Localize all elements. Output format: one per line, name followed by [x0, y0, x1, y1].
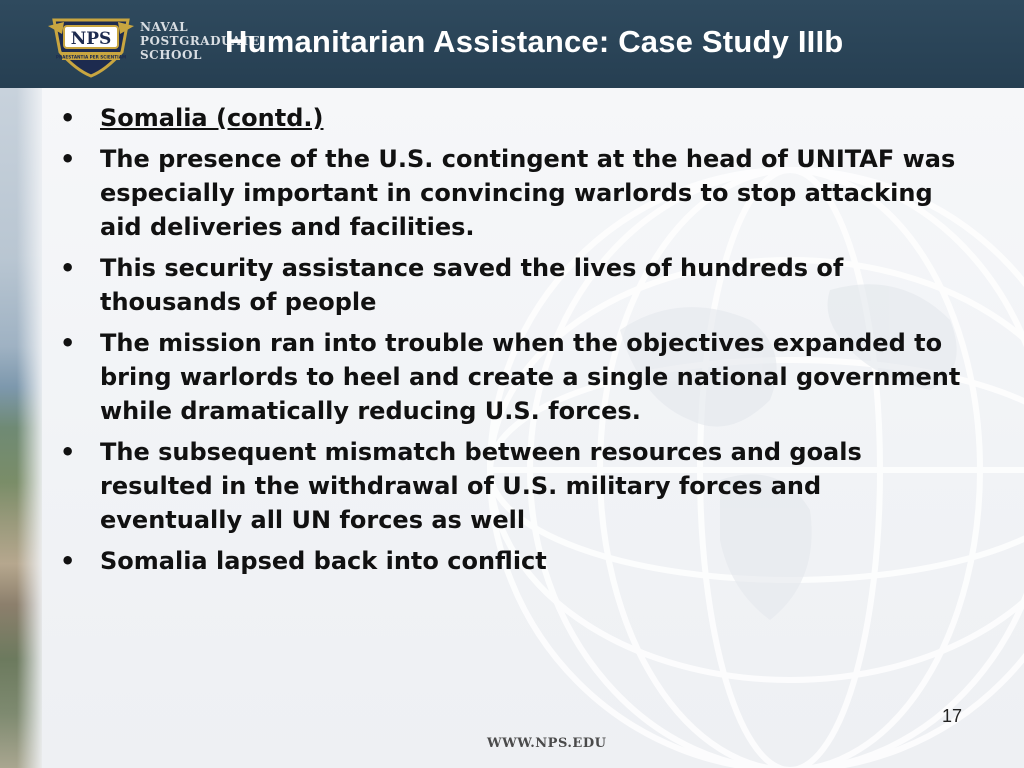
logo-text: NPS: [70, 29, 112, 49]
bullet-item: [56, 544, 966, 578]
bullet-item: [56, 142, 966, 244]
bullet-item: [56, 101, 966, 135]
school-name-line3: SCHOOL: [140, 48, 202, 62]
logo-motto: PRAESTANTIA PER SCIENTIAM: [55, 54, 127, 60]
bullet-item: [56, 435, 966, 537]
bullet-text: The presence of the U.S. contingent at the head of UNITAF was especially important in convincing warlords to stop attacking aid deliveries and facilities.: [100, 145, 956, 241]
bullet-icon: •: [60, 104, 76, 132]
school-name-line1: NAVAL: [140, 20, 189, 34]
bullet-item: [56, 251, 966, 319]
school-name-line2: POSTGRADUATE: [140, 34, 260, 48]
bullet-item: [56, 326, 966, 428]
bullet-text: This security assistance saved the lives of hundreds of thousands of people: [100, 254, 844, 316]
bullet-text: The mission ran into trouble when the objectives expanded to bring warlords to heel and create a single national government while dramatically reducing U.S. forces.: [100, 329, 961, 425]
slide-title: Humanitarian Assistance: Case Study IIIb: [225, 24, 844, 59]
bullet-icon: •: [60, 145, 76, 173]
bullet-text: Somalia (contd.): [100, 104, 324, 132]
page-number: 17: [941, 706, 962, 726]
bullet-icon: •: [60, 329, 76, 357]
bullet-text: The subsequent mismatch between resources and goals resulted in the withdrawal of U.S. military forces and eventually all UN forces as well: [100, 438, 862, 534]
bullet-text: Somalia lapsed back into conflict: [100, 547, 547, 575]
campus-photo-strip: [0, 88, 42, 768]
bullet-list: [56, 101, 966, 585]
bullet-icon: •: [60, 254, 76, 282]
header-bar: [0, 0, 1024, 88]
footer-url: WWW.NPS.EDU: [487, 736, 607, 751]
nps-shield-logo-icon: [46, 12, 136, 78]
bullet-icon: •: [60, 438, 76, 466]
bullet-icon: •: [60, 547, 76, 575]
